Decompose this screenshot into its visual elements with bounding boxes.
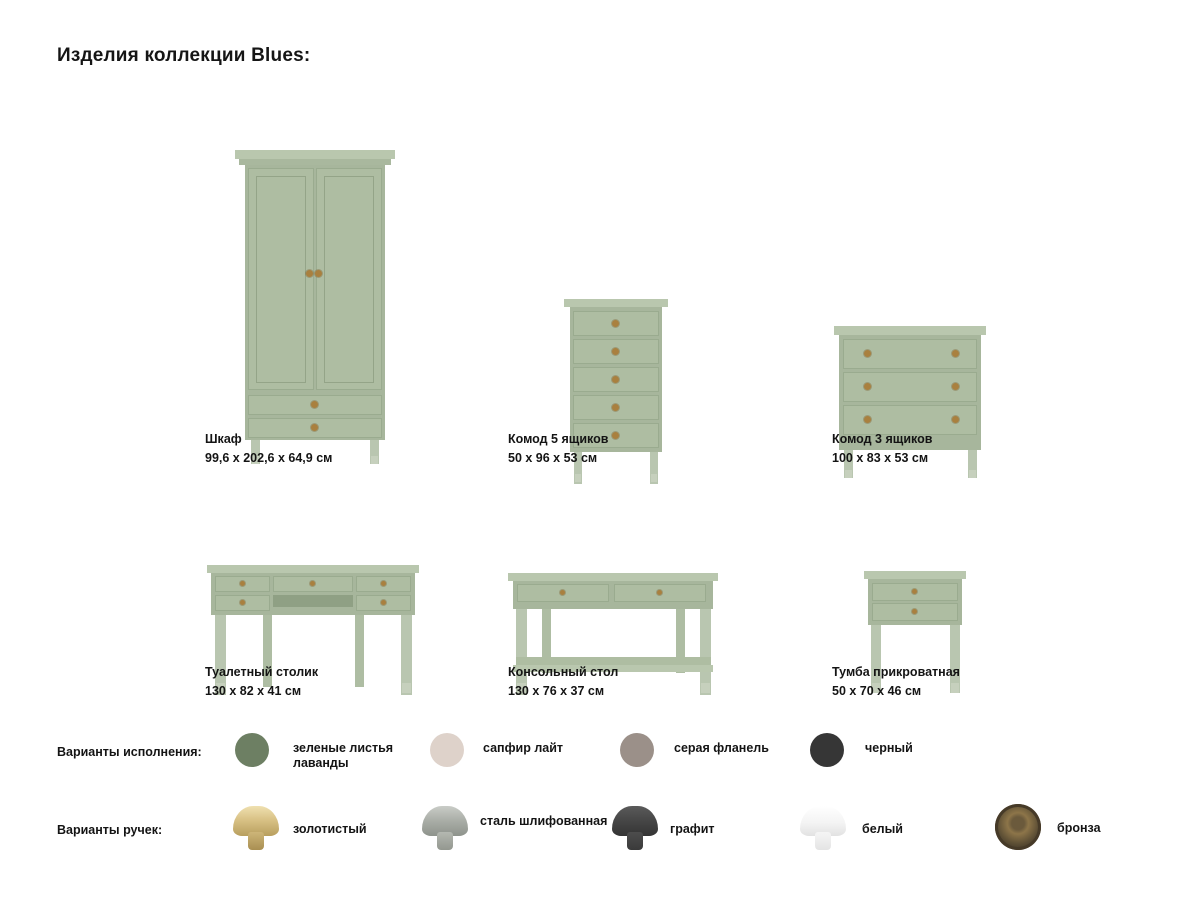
knob-icon <box>864 383 871 390</box>
knob-icon <box>612 404 619 411</box>
finish-option-label: черный <box>865 741 913 755</box>
page-title: Изделия коллекции Blues: <box>57 45 311 66</box>
handle-option-label: золотистый <box>293 822 367 836</box>
finish-option-label: сапфир лайт <box>483 741 564 755</box>
finish-color-swatch <box>430 733 464 767</box>
chest-3-drawers-illustration <box>832 140 1002 460</box>
handle-knob-icon <box>800 806 846 854</box>
knob-icon <box>612 348 619 355</box>
handle-option-bronze[interactable] <box>995 804 1175 856</box>
finish-option-label: серая фланель <box>674 741 769 755</box>
handle-option-white[interactable] <box>800 806 980 858</box>
knob-icon <box>952 350 959 357</box>
product-name: Комод 5 ящиков <box>508 432 609 446</box>
product-name: Консольный стол <box>508 665 619 679</box>
handle-option-label: сталь шлифованная <box>480 814 608 828</box>
knob-icon <box>612 376 619 383</box>
knob-icon <box>657 590 662 595</box>
knob-icon <box>864 350 871 357</box>
handle-option-graphite[interactable] <box>612 806 792 858</box>
product-name: Тумба прикроватная <box>832 665 960 679</box>
knob-icon <box>310 581 315 586</box>
knob-icon <box>612 432 619 439</box>
product-dimensions: 50 х 70 х 46 см <box>832 684 922 698</box>
product-vanity-table <box>205 480 465 710</box>
knob-icon <box>311 424 318 431</box>
product-console-table <box>508 480 788 710</box>
handle-option-label: бронза <box>1057 821 1101 835</box>
knob-icon <box>912 609 917 614</box>
knob-icon <box>240 600 245 605</box>
product-name: Шкаф <box>205 432 242 446</box>
knob-icon <box>864 416 871 423</box>
product-dimensions: 99,6 х 202,6 х 64,9 см <box>205 451 333 465</box>
handle-knob-icon <box>233 806 279 854</box>
knob-icon <box>311 401 318 408</box>
finishes-label: Варианты исполнения: <box>57 745 202 759</box>
finish-option-grey-flannel[interactable] <box>620 733 800 779</box>
finish-option-label: зеленые листья лаванды <box>293 741 394 770</box>
product-name: Комод 3 ящиков <box>832 432 933 446</box>
product-nightstand <box>832 480 1092 710</box>
finish-option-green-lavender-leaves[interactable] <box>235 733 415 779</box>
handle-knob-icon <box>422 806 468 854</box>
handle-option-label: белый <box>862 822 903 836</box>
handle-knob-icon <box>612 806 658 854</box>
handle-option-label: графит <box>670 822 715 836</box>
knob-icon <box>612 320 619 327</box>
knob-icon <box>952 383 959 390</box>
knob-icon <box>952 416 959 423</box>
finish-color-swatch <box>620 733 654 767</box>
product-chest-5-drawers <box>508 80 768 465</box>
product-chest-3-drawers <box>832 80 1092 465</box>
knob-icon <box>306 270 313 277</box>
knob-icon <box>912 589 917 594</box>
product-dimensions: 50 х 96 х 53 см <box>508 451 598 465</box>
handle-knob-icon <box>995 804 1041 852</box>
handle-option-brushed-steel[interactable] <box>422 806 608 858</box>
product-dimensions: 100 х 83 х 53 см <box>832 451 929 465</box>
product-dimensions: 130 х 82 х 41 см <box>205 684 302 698</box>
knob-icon <box>315 270 322 277</box>
wardrobe-illustration <box>223 140 403 460</box>
finish-option-black[interactable] <box>810 733 990 779</box>
knob-icon <box>560 590 565 595</box>
handles-label: Варианты ручек: <box>57 823 163 837</box>
handle-option-gold[interactable] <box>233 806 413 858</box>
product-dimensions: 130 х 76 х 37 см <box>508 684 605 698</box>
finish-color-swatch <box>810 733 844 767</box>
knob-icon <box>240 581 245 586</box>
finish-color-swatch <box>235 733 269 767</box>
knob-icon <box>381 600 386 605</box>
finish-option-sapphire-light[interactable] <box>430 733 610 779</box>
product-wardrobe <box>205 80 465 465</box>
knob-icon <box>381 581 386 586</box>
product-name: Туалетный столик <box>205 665 319 679</box>
chest-5-drawers-illustration <box>560 140 680 460</box>
